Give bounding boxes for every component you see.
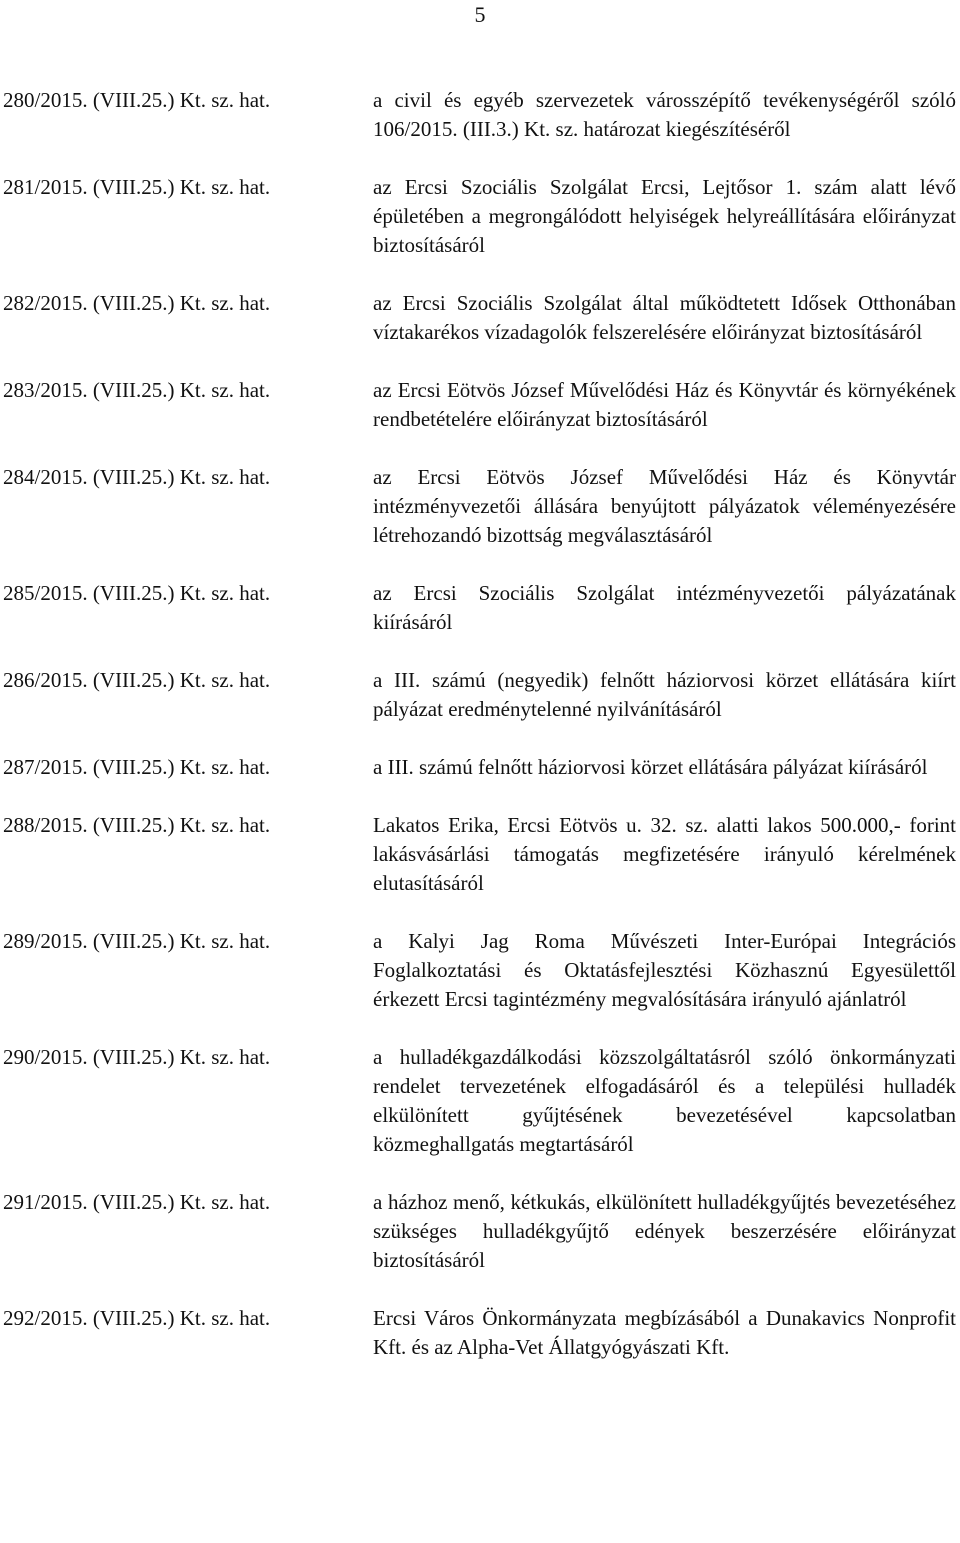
resolution-title: a házhoz menő, kétkukás, elkülönített hulladékgyűjtés bevezetéséhez szükséges hulladékgyűjtő edények beszerzésére előirányzat biztosításáról (373, 1190, 956, 1272)
resolution-title: a hulladékgazdálkodási közszolgáltatásról szóló önkormányzati rendelet tervezetének elfogadásáról és a települési hulladék elkülönített gyűjtésének bevezetésével kapcsolatban közmeghallgatás megtartásáról (373, 1045, 956, 1156)
resolution-number: 288/2015. (VIII.25.) Kt. sz. hat. (3, 813, 271, 837)
list-item (0, 1043, 960, 1159)
list-item (0, 1304, 960, 1362)
resolution-number: 285/2015. (VIII.25.) Kt. sz. hat. (3, 581, 271, 605)
resolution-title: az Ercsi Szociális Szolgálat Ercsi, Lejtősor 1. szám alatt lévő épületében a megrongálódott helyiségek helyreállítására előirányzat biztosításáról (373, 175, 956, 257)
page-number: 5 (474, 2, 486, 27)
list-item (0, 376, 960, 434)
list-item (0, 811, 960, 898)
resolution-number: 281/2015. (VIII.25.) Kt. sz. hat. (3, 175, 271, 199)
list-item (0, 666, 960, 724)
resolution-number: 290/2015. (VIII.25.) Kt. sz. hat. (3, 1045, 271, 1069)
resolution-title: a III. számú (negyedik) felnőtt háziorvosi körzet ellátására kiírt pályázat eredménytelenné nyilvánításáról (373, 668, 956, 721)
list-item (0, 289, 960, 347)
resolution-title: az Ercsi Szociális Szolgálat által működtetett Idősek Otthonában víztakarékos vízadagolók felszerelésére előirányzat biztosításáról (373, 291, 956, 344)
resolution-number: 282/2015. (VIII.25.) Kt. sz. hat. (3, 291, 271, 315)
resolution-number: 284/2015. (VIII.25.) Kt. sz. hat. (3, 465, 271, 489)
resolution-number: 283/2015. (VIII.25.) Kt. sz. hat. (3, 378, 271, 402)
list-item (0, 463, 960, 550)
resolution-title: Lakatos Erika, Ercsi Eötvös u. 32. sz. alatti lakos 500.000,- forint lakásvásárlási támogatás megfizetésére irányuló kérelmének elutasításáról (373, 813, 956, 895)
resolution-title: Ercsi Város Önkormányzata megbízásából a Dunakavics Nonprofit Kft. és az Alpha-Vet Állatgyógyászati Kft. (373, 1306, 956, 1359)
resolution-title: a III. számú felnőtt háziorvosi körzet ellátására pályázat kiírásáról (373, 755, 928, 779)
resolution-title: az Ercsi Eötvös József Művelődési Ház és Könyvtár és környékének rendbetételére előirányzat biztosításáról (373, 378, 956, 431)
list-item (0, 927, 960, 1014)
resolution-title: az Ercsi Szociális Szolgálat intézményvezetői pályázatának kiírásáról (373, 581, 956, 634)
list-item (0, 579, 960, 637)
list-item (0, 86, 960, 144)
list-item (0, 173, 960, 260)
list-item (0, 1188, 960, 1275)
resolution-number: 291/2015. (VIII.25.) Kt. sz. hat. (3, 1190, 271, 1214)
resolution-number: 292/2015. (VIII.25.) Kt. sz. hat. (3, 1306, 271, 1330)
resolution-title: a Kalyi Jag Roma Művészeti Inter-Európai Integrációs Foglalkoztatási és Oktatásfejlesztési Közhasznú Egyesülettől érkezett Ercsi tagintézmény megvalósítására irányuló ajánlatról (373, 929, 956, 1011)
resolution-number: 287/2015. (VIII.25.) Kt. sz. hat. (3, 755, 271, 779)
resolution-number: 286/2015. (VIII.25.) Kt. sz. hat. (3, 668, 271, 692)
list-item (0, 753, 960, 782)
resolution-title: az Ercsi Eötvös József Művelődési Ház és Könyvtár intézményvezetői állására benyújtott pályázatok véleményezésére létrehozandó bizottság megválasztásáról (373, 465, 956, 547)
resolution-list (0, 86, 960, 1362)
resolution-title: a civil és egyéb szervezetek városszépítő tevékenységéről szóló 106/2015. (III.3.) Kt. sz. határozat kiegészítéséről (373, 88, 956, 141)
resolution-number: 289/2015. (VIII.25.) Kt. sz. hat. (3, 929, 271, 953)
resolution-number: 280/2015. (VIII.25.) Kt. sz. hat. (3, 88, 271, 112)
